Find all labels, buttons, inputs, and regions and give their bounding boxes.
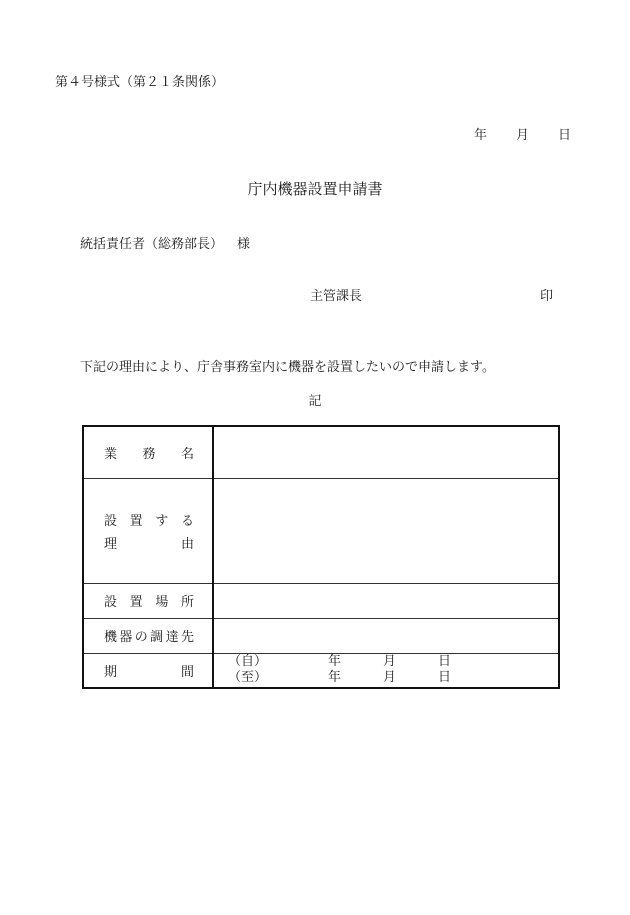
period-to bbox=[214, 670, 558, 686]
document-title: 庁内機器設置申請書 bbox=[247, 180, 383, 198]
place-value-field[interactable] bbox=[213, 583, 559, 618]
date-year-label: 年 bbox=[474, 128, 488, 143]
addressee bbox=[80, 233, 250, 252]
gyomu-value-field[interactable] bbox=[213, 426, 559, 478]
table-row-place bbox=[83, 583, 559, 618]
application-form-table bbox=[82, 425, 560, 689]
seal-mark: 印 bbox=[540, 289, 554, 304]
chotatsu-label-cell bbox=[83, 618, 213, 653]
period-to-month: 月 bbox=[383, 670, 397, 686]
date-month-label: 月 bbox=[516, 128, 530, 143]
place-label: 設 置 場 所 bbox=[104, 595, 194, 610]
gyomu-label: 業 務 名 bbox=[104, 446, 194, 462]
reason-value-field[interactable] bbox=[213, 478, 559, 583]
period-from-month: 月 bbox=[383, 654, 397, 670]
period-from bbox=[214, 654, 558, 670]
place-label-cell bbox=[83, 583, 213, 618]
kikan-value-field[interactable] bbox=[213, 653, 559, 688]
chotatsu-label: 機 器 の 調 達 先 bbox=[104, 630, 194, 645]
period-from-label: （自） bbox=[228, 654, 268, 670]
applicant-title: 主管課長 bbox=[310, 289, 363, 304]
reason-label-cell bbox=[83, 478, 213, 583]
gyomu-label-cell bbox=[83, 426, 213, 478]
date-day-label: 日 bbox=[558, 128, 572, 143]
kikan-label: 期 間 bbox=[104, 664, 194, 680]
addressee-name: 統括責任者（総務部長） bbox=[80, 237, 224, 252]
table-row-kikan bbox=[83, 653, 559, 688]
period-to-year: 年 bbox=[328, 670, 342, 686]
addressee-honorific: 様 bbox=[237, 237, 251, 252]
reason-label: 設 置 す る 理 由 bbox=[104, 513, 194, 552]
period-from-day: 日 bbox=[438, 654, 452, 670]
request-statement: 下記の理由により、庁舎事務室内に機器を設置したいので申請します。 bbox=[80, 360, 495, 375]
table-row-chotatsu bbox=[83, 618, 559, 653]
ki-heading: 記 bbox=[308, 394, 322, 409]
period-to-day: 日 bbox=[438, 670, 452, 686]
application-date bbox=[474, 124, 571, 143]
period-to-label: （至） bbox=[228, 670, 268, 686]
chotatsu-value-field[interactable] bbox=[213, 618, 559, 653]
period-from-year: 年 bbox=[328, 654, 342, 670]
kikan-label-cell bbox=[83, 653, 213, 688]
form-number: 第４号様式（第２１条関係） bbox=[55, 75, 225, 90]
table-row-reason bbox=[83, 478, 559, 583]
table-row-gyomu bbox=[83, 426, 559, 478]
